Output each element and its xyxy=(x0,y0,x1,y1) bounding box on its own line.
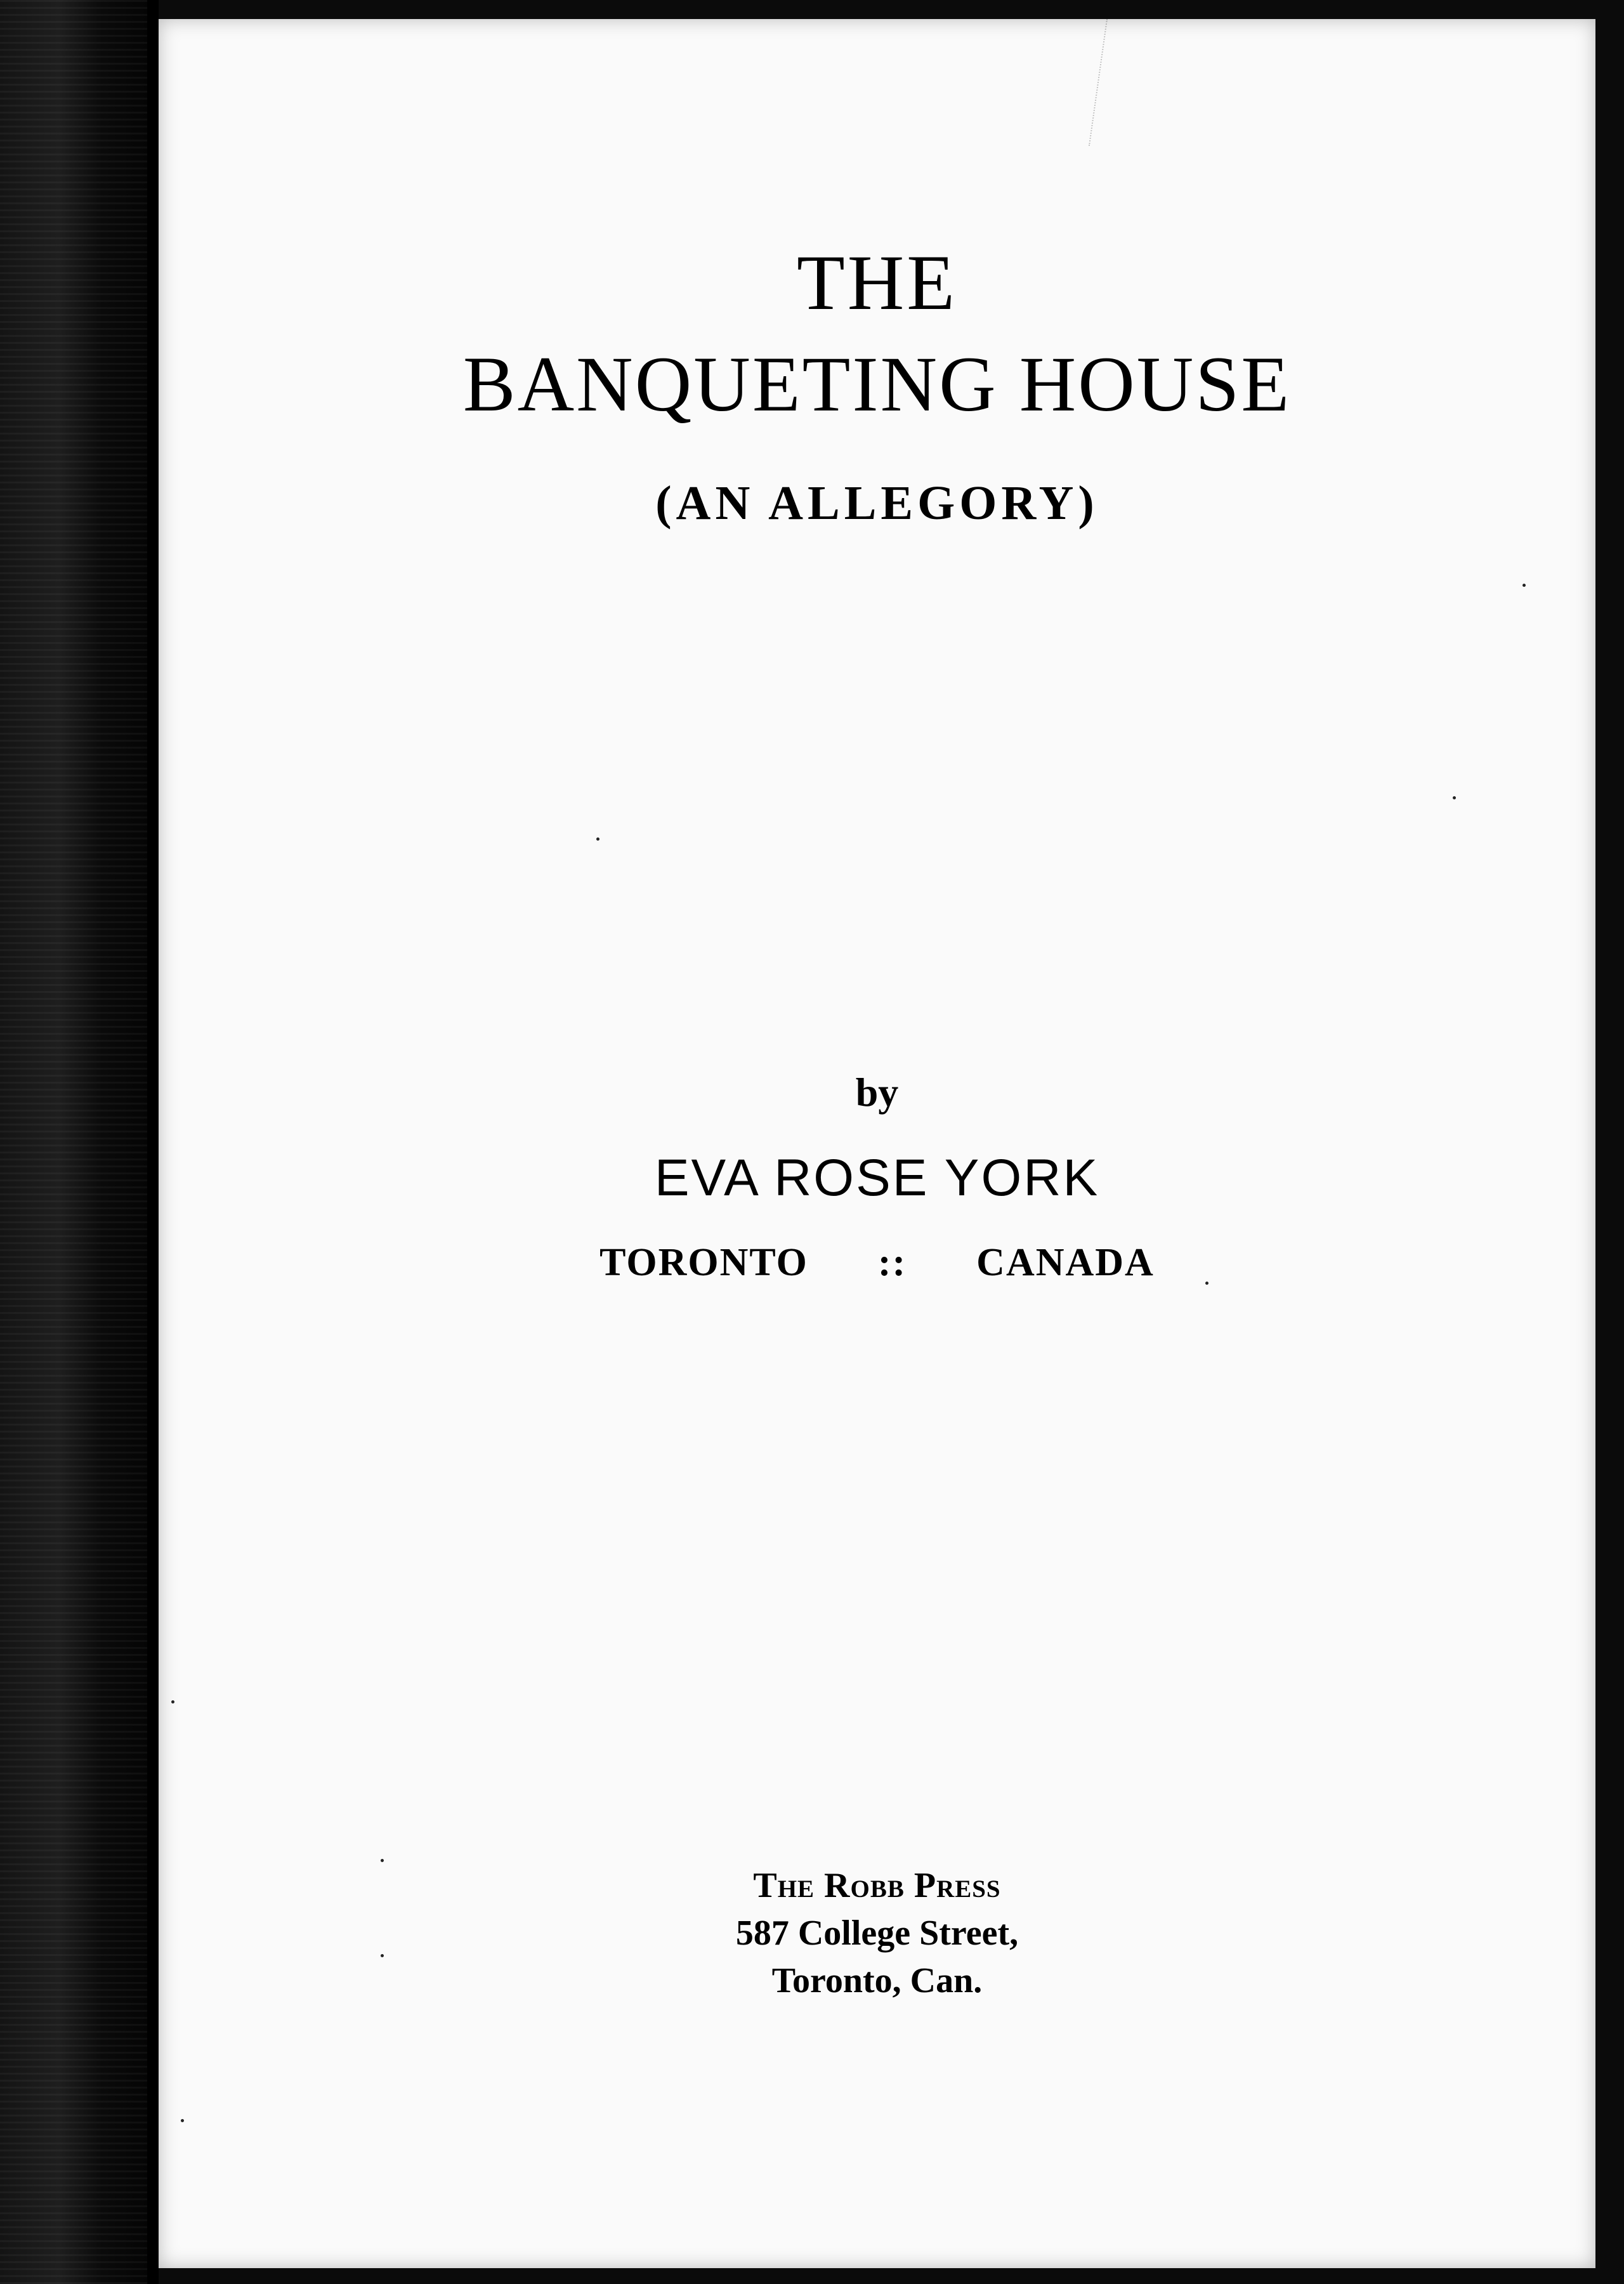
speck xyxy=(1522,584,1526,587)
speck xyxy=(1205,1282,1208,1285)
publisher-address: 587 College Street, xyxy=(735,1913,1019,1953)
publisher-name: The Robb Press xyxy=(753,1866,1001,1905)
author-name: EVA ROSE YORK xyxy=(654,1149,1100,1207)
spine-edge xyxy=(147,0,159,2284)
place-city: TORONTO xyxy=(599,1241,808,1284)
title-page xyxy=(159,19,1595,2268)
publisher-city: Toronto, Can. xyxy=(771,1961,983,2000)
byline-by: by xyxy=(855,1070,899,1115)
subtitle: (AN ALLEGORY) xyxy=(655,476,1099,530)
speck xyxy=(171,1700,174,1703)
book-spine xyxy=(0,0,147,2284)
speck xyxy=(381,1954,384,1957)
place-separator: :: xyxy=(877,1241,907,1284)
speck xyxy=(181,2119,184,2122)
title-line-the: THE xyxy=(796,239,958,326)
speck xyxy=(1453,796,1456,799)
speck xyxy=(381,1859,384,1862)
place-country: CANADA xyxy=(976,1241,1155,1284)
page-crease xyxy=(1089,19,1158,146)
speck xyxy=(596,837,599,841)
place-line xyxy=(159,1240,1595,1285)
title-line-main: BANQUETING HOUSE xyxy=(462,341,1292,428)
